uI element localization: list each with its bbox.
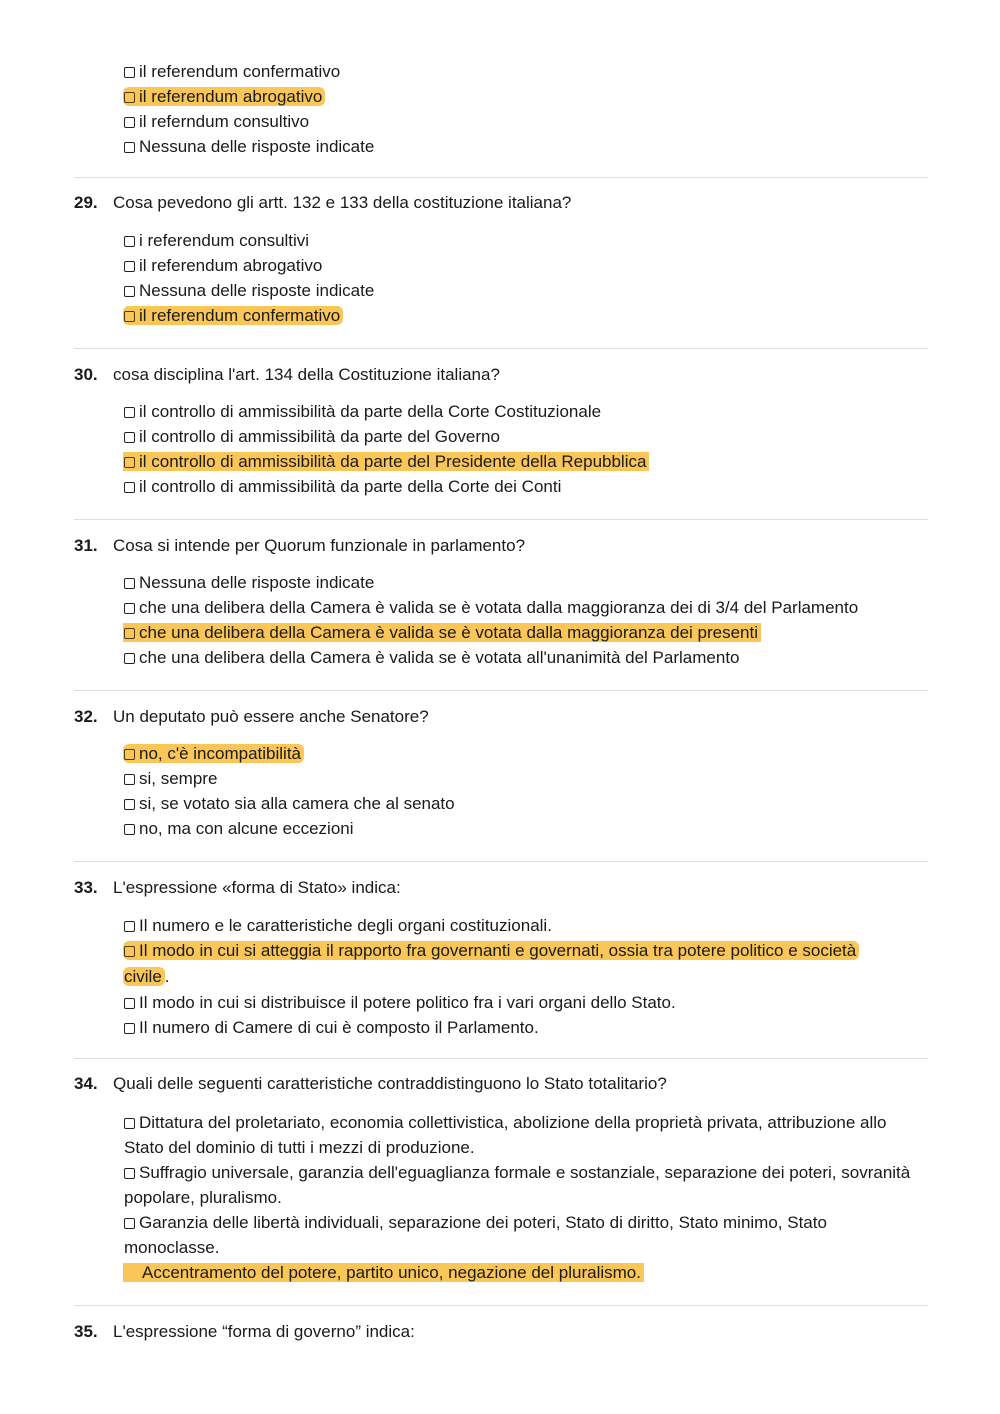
answer-highlight: il referendum confermativo <box>123 306 343 325</box>
question-text: L'espressione «forma di Stato» indica: <box>113 878 401 897</box>
separator <box>74 861 928 862</box>
checkbox-icon[interactable] <box>124 578 135 589</box>
option[interactable]: il referndum consultivo <box>124 109 924 134</box>
option[interactable]: il controllo di ammissibilità da parte della Corte dei Conti <box>124 474 924 499</box>
question-30 <box>74 363 934 387</box>
option-list-29 <box>124 228 924 328</box>
question-35 <box>74 1320 934 1344</box>
option-list-34 <box>124 1110 924 1285</box>
question-number: 29. <box>74 193 98 212</box>
checkbox-icon[interactable] <box>124 407 135 418</box>
option[interactable]: Nessuna delle risposte indicate <box>124 278 924 303</box>
checkbox-icon[interactable] <box>124 142 135 153</box>
option[interactable]: Garanzia delle libertà individuali, separazione dei poteri, Stato di diritto, Stato minimo, Stato monoclasse. <box>124 1213 827 1257</box>
option-correct[interactable] <box>124 1260 924 1285</box>
option[interactable]: Il numero e le caratteristiche degli organi costituzionali. <box>124 913 900 938</box>
checkbox-icon[interactable] <box>124 236 135 247</box>
option-list-33 <box>124 913 900 1040</box>
option-correct[interactable] <box>124 303 924 328</box>
option[interactable]: si, sempre <box>124 766 924 791</box>
checkbox-icon[interactable] <box>124 799 135 810</box>
separator <box>74 177 928 178</box>
option-list-30 <box>124 399 924 499</box>
question-text: Cosa pevedono gli artt. 132 e 133 della costituzione italiana? <box>113 193 572 212</box>
question-text: Un deputato può essere anche Senatore? <box>113 707 429 726</box>
question-number: 31. <box>74 536 98 555</box>
checkbox-icon[interactable] <box>124 1168 135 1179</box>
option[interactable]: il referendum abrogativo <box>124 253 924 278</box>
checkbox-icon[interactable] <box>124 311 135 322</box>
checkbox-icon[interactable] <box>124 774 135 785</box>
checkbox-icon[interactable] <box>124 1218 135 1229</box>
question-number: 35. <box>74 1322 98 1341</box>
option[interactable]: il referendum confermativo <box>124 59 924 84</box>
checkbox-icon[interactable] <box>124 67 135 78</box>
option[interactable]: i referendum consultivi <box>124 228 924 253</box>
checkbox-icon[interactable] <box>124 921 135 932</box>
checkbox-icon[interactable] <box>124 482 135 493</box>
answer-highlight: il controllo di ammissibilità da parte del Presidente della Repubblica <box>123 452 649 471</box>
checkbox-icon[interactable] <box>124 286 135 297</box>
checkbox-icon[interactable] <box>124 457 135 468</box>
option[interactable]: Dittatura del proletariato, economia collettivistica, abolizione della proprietà privata, attribuzione allo Stato del dominio di tutti i mezzi di produzione. <box>124 1113 887 1157</box>
checkbox-icon[interactable] <box>124 998 135 1009</box>
question-text: Quali delle seguenti caratteristiche contraddistinguono lo Stato totalitario? <box>113 1074 667 1093</box>
separator <box>74 348 928 349</box>
checkbox-icon[interactable] <box>124 628 135 639</box>
option[interactable]: no, ma con alcune eccezioni <box>124 816 924 841</box>
option[interactable]: che una delibera della Camera è valida se è votata all'unanimità del Parlamento <box>124 645 924 670</box>
answer-highlight: che una delibera della Camera è valida se è votata dalla maggioranza dei presenti <box>123 623 761 642</box>
option-correct[interactable] <box>124 449 924 474</box>
checkbox-icon[interactable] <box>124 1118 135 1129</box>
option-list-32 <box>124 741 924 841</box>
option-list-31 <box>124 570 924 670</box>
answer-highlight: no, c'è incompatibilità <box>123 744 304 763</box>
question-33 <box>74 876 934 900</box>
question-number: 33. <box>74 878 98 897</box>
option-correct[interactable] <box>124 741 924 766</box>
checkbox-icon[interactable] <box>124 117 135 128</box>
option[interactable]: Il modo in cui si distribuisce il potere politico fra i vari organi dello Stato. <box>124 990 900 1015</box>
question-31 <box>74 534 934 558</box>
checkbox-icon[interactable] <box>124 603 135 614</box>
option[interactable]: che una delibera della Camera è valida se è votata dalla maggioranza dei di 3/4 del Parlamento <box>124 595 924 620</box>
option[interactable]: Nessuna delle risposte indicate <box>124 134 924 159</box>
option[interactable]: il controllo di ammissibilità da parte del Governo <box>124 424 924 449</box>
option[interactable]: Suffragio universale, garanzia dell'eguaglianza formale e sostanziale, separazione dei poteri, sovranità popolare, pluralismo. <box>124 1163 911 1207</box>
separator <box>74 1058 928 1059</box>
checkbox-icon[interactable] <box>124 824 135 835</box>
checkbox-icon[interactable] <box>124 1023 135 1034</box>
option[interactable]: si, se votato sia alla camera che al senato <box>124 791 924 816</box>
option-correct[interactable]: Il modo in cui si atteggia il rapporto fra governanti e governati, ossia tra potere politico e società civile . <box>124 938 900 990</box>
option[interactable]: il controllo di ammissibilità da parte della Corte Costituzionale <box>124 399 924 424</box>
question-32 <box>74 705 934 729</box>
question-text: L'espressione “forma di governo” indica: <box>113 1322 415 1341</box>
question-text: cosa disciplina l'art. 134 della Costituzione italiana? <box>113 365 500 384</box>
answer-highlight: Accentramento del potere, partito unico, negazione del pluralismo. <box>123 1263 644 1282</box>
checkbox-icon[interactable] <box>124 432 135 443</box>
checkbox-icon[interactable] <box>124 261 135 272</box>
separator <box>74 519 928 520</box>
option-correct[interactable] <box>124 620 924 645</box>
question-34 <box>74 1072 934 1096</box>
question-text: Cosa si intende per Quorum funzionale in parlamento? <box>113 536 526 555</box>
question-number: 32. <box>74 707 98 726</box>
question-29 <box>74 191 934 215</box>
checkbox-icon[interactable] <box>124 653 135 664</box>
separator <box>74 690 928 691</box>
checkbox-icon[interactable] <box>124 749 135 760</box>
option[interactable]: Nessuna delle risposte indicate <box>124 570 924 595</box>
option-correct[interactable] <box>124 84 924 109</box>
question-number: 34. <box>74 1074 98 1093</box>
separator <box>74 1305 928 1306</box>
question-number: 30. <box>74 365 98 384</box>
answer-highlight: Il modo in cui si atteggia il rapporto fra governanti e governati, ossia tra potere politico e società civile <box>123 941 859 986</box>
answer-highlight: il referendum abrogativo <box>123 87 325 106</box>
option[interactable]: Il numero di Camere di cui è composto il Parlamento. <box>124 1015 900 1040</box>
checkbox-icon[interactable] <box>124 946 135 957</box>
checkbox-icon[interactable] <box>124 92 135 103</box>
option-list-prev <box>124 59 924 159</box>
